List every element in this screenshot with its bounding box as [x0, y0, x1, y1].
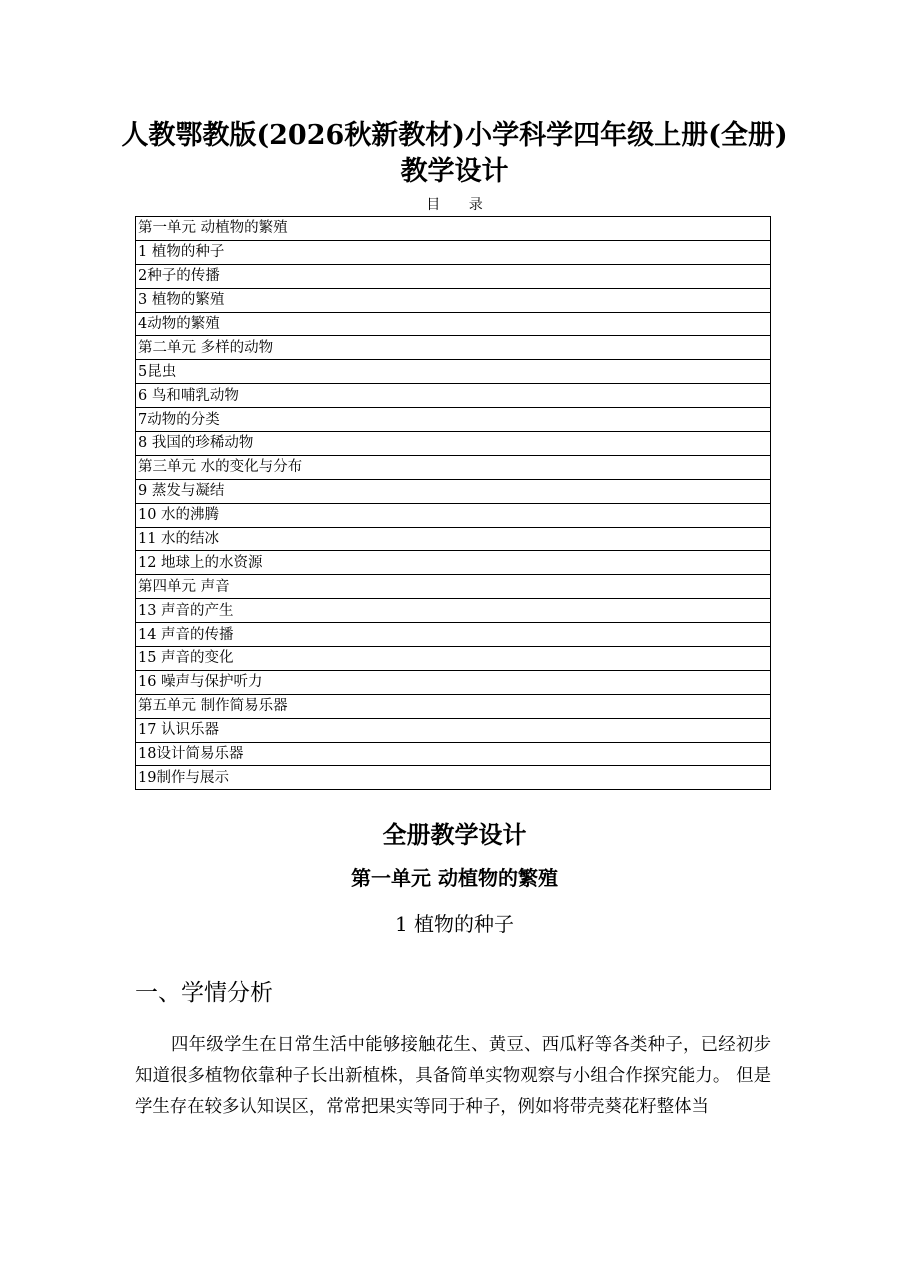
toc-entry: 第一单元 动植物的繁殖 [136, 217, 771, 241]
table-row [136, 694, 771, 718]
toc-entry: 9 蒸发与凝结 [136, 479, 771, 503]
toc-entry: 2种子的传播 [136, 264, 771, 288]
toc-entry: 4动物的繁殖 [136, 312, 771, 336]
lesson-heading: 1 植物的种子 [394, 912, 515, 936]
table-row [136, 217, 771, 241]
table-row [136, 479, 771, 503]
table-row [136, 336, 771, 360]
unit-heading: 第一单元 动植物的繁殖 [351, 866, 558, 890]
table-row [136, 360, 771, 384]
toc-entry: 8 我国的珍稀动物 [136, 432, 771, 456]
table-row [136, 455, 771, 479]
toc-entry: 第四单元 声音 [136, 575, 771, 599]
table-row [136, 647, 771, 671]
table-row [136, 264, 771, 288]
table-row [136, 384, 771, 408]
table-of-contents [135, 216, 771, 790]
toc-entry: 1 植物的种子 [136, 240, 771, 264]
toc-entry: 5昆虫 [136, 360, 771, 384]
toc-entry: 11 水的结冰 [136, 527, 771, 551]
document-title-line1: 人教鄂教版(2026秋新教材)小学科学四年级上册(全册) [121, 120, 788, 151]
table-row [136, 408, 771, 432]
table-row [136, 551, 771, 575]
toc-entry: 10 水的沸腾 [136, 503, 771, 527]
toc-entry: 16 噪声与保护听力 [136, 670, 771, 694]
toc-entry: 第三单元 水的变化与分布 [136, 455, 771, 479]
toc-entry: 7动物的分类 [136, 408, 771, 432]
toc-entry: 17 认识乐器 [136, 718, 771, 742]
toc-entry: 15 声音的变化 [136, 647, 771, 671]
table-row [136, 718, 771, 742]
table-row [136, 240, 771, 264]
subsection-heading: 一、学情分析 [135, 980, 273, 1006]
toc-entry: 12 地球上的水资源 [136, 551, 771, 575]
toc-heading: 目 录 [426, 197, 495, 213]
table-row [136, 503, 771, 527]
table-row [136, 766, 771, 790]
document-title-line2: 教学设计 [400, 156, 509, 187]
table-row [136, 288, 771, 312]
table-row [136, 742, 771, 766]
table-row [136, 432, 771, 456]
table-row [136, 575, 771, 599]
section-heading-full-book: 全册教学设计 [382, 820, 527, 849]
toc-entry: 14 声音的传播 [136, 623, 771, 647]
table-row [136, 599, 771, 623]
table-row [136, 527, 771, 551]
table-row [136, 670, 771, 694]
toc-entry: 第二单元 多样的动物 [136, 336, 771, 360]
table-row [136, 623, 771, 647]
toc-entry: 13 声音的产生 [136, 599, 771, 623]
toc-entry: 18设计简易乐器 [136, 742, 771, 766]
body-paragraph: 四年级学生在日常生活中能够接触花生、黄豆、西瓜籽等各类种子，已经初步知道很多植物依靠种子长出新植株，具备简单实物观察与小组合作探究能力。 但是学生存在较多认知误区，常常把果实等同于种子，例如将带壳葵花籽整体当 [135, 1035, 771, 1117]
toc-entry: 19制作与展示 [136, 766, 771, 790]
table-row [136, 312, 771, 336]
toc-entry: 6 鸟和哺乳动物 [136, 384, 771, 408]
toc-entry: 第五单元 制作简易乐器 [136, 694, 771, 718]
toc-entry: 3 植物的繁殖 [136, 288, 771, 312]
